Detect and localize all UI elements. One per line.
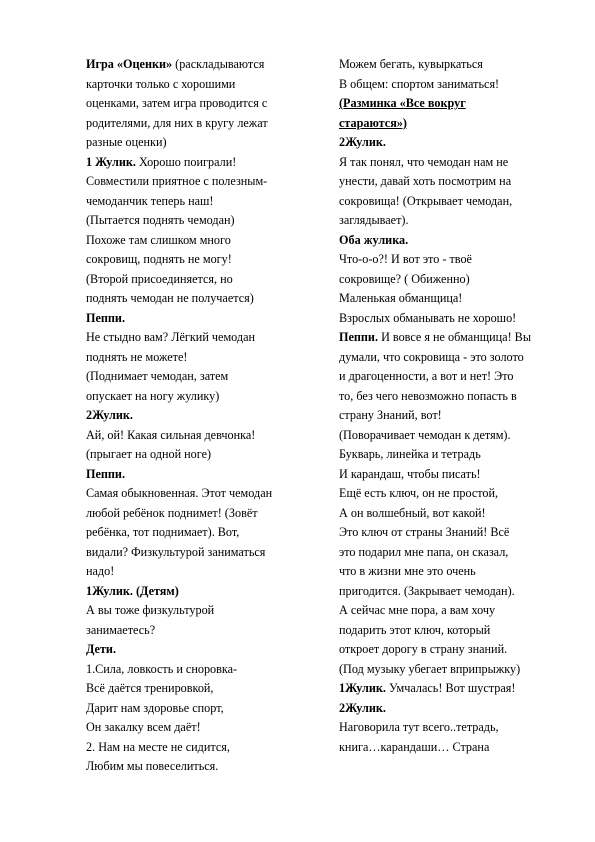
text-run: (Поворачивает чемодан к детям).	[339, 427, 511, 442]
text-run: Он закалку всем даёт!	[86, 720, 201, 734]
text-line	[339, 699, 549, 719]
text-line	[86, 172, 306, 192]
text-run: А вы тоже физкультурой	[86, 603, 215, 617]
text-run: Ай, ой! Какая сильная девчонка!	[86, 427, 256, 442]
text-run: это подарил мне папа, он сказал,	[339, 544, 509, 559]
speaker-label: стараются»)	[339, 115, 407, 130]
text-run: и драгоценности, а вот и нет! Это	[339, 369, 514, 383]
speaker-label: Оба жулика.	[339, 232, 409, 247]
text-run: (Под музыку убегает вприпрыжку)	[339, 661, 521, 676]
text-line	[339, 348, 549, 368]
text-line	[86, 55, 306, 75]
text-line	[86, 328, 306, 348]
text-column-left	[86, 55, 306, 777]
text-run: думали, что сокровища - это золото	[339, 349, 524, 364]
text-run: поднять чемодан не получается)	[86, 291, 254, 305]
text-line	[339, 231, 549, 251]
text-run: Наговорила тут всего..тетрадь,	[339, 720, 499, 734]
text-line	[339, 289, 549, 309]
text-line	[86, 523, 306, 543]
text-line	[339, 679, 549, 699]
text-line	[339, 133, 549, 153]
text-line	[86, 153, 306, 173]
text-line	[339, 523, 549, 543]
text-run: Взрослых обманывать не хорошо!	[339, 310, 517, 325]
text-run: то, без чего невозможно попасть в	[339, 388, 517, 403]
text-line	[86, 699, 306, 719]
text-line	[86, 133, 306, 153]
speaker-label: Пеппи.	[86, 310, 126, 325]
text-line	[339, 75, 549, 95]
text-run: В общем: спортом заниматься!	[339, 76, 500, 91]
text-line	[86, 309, 306, 329]
text-line	[339, 153, 549, 173]
text-line	[339, 426, 549, 446]
text-run: Маленькая обманщица!	[339, 291, 463, 305]
text-line	[339, 367, 549, 387]
text-run: что в жизни мне это очень	[339, 564, 476, 578]
speaker-label: Пеппи.	[339, 330, 379, 344]
text-line	[86, 621, 306, 641]
text-run: Самая обыкновенная. Этот чемодан	[86, 486, 273, 500]
text-line	[86, 562, 306, 582]
text-line	[86, 445, 306, 465]
text-run: Похоже там слишком много	[86, 232, 231, 247]
text-run: поднять не можете!	[86, 349, 188, 364]
text-line	[86, 582, 306, 602]
text-line	[86, 94, 306, 114]
text-run: (Второй присоединяется, но	[86, 271, 233, 286]
text-run: Букварь, линейка и тетрадь	[339, 447, 481, 461]
text-run: сокровища! (Открывает чемодан,	[339, 193, 513, 208]
text-run: Что-о-о?! И вот это - твоё	[339, 252, 472, 266]
text-run: А он волшебный, вот какой!	[339, 505, 486, 520]
text-line	[86, 192, 306, 212]
text-line	[86, 543, 306, 563]
text-run: пригодится. (Закрывает чемодан).	[339, 583, 515, 598]
text-line	[339, 582, 549, 602]
text-run: ребёнка, тот поднимает). Вот,	[86, 525, 240, 539]
text-run: унести, давай хоть посмотрим на	[339, 174, 512, 188]
text-line	[339, 640, 549, 660]
speaker-label: 1Жулик.	[339, 681, 386, 695]
text-line	[86, 504, 306, 524]
text-run: надо!	[86, 564, 115, 578]
text-run: книга…карандаши… Страна	[339, 739, 490, 754]
text-line	[339, 660, 549, 680]
text-column-right	[339, 55, 549, 757]
text-line	[339, 601, 549, 621]
speaker-label: 2Жулик.	[339, 135, 386, 149]
text-run: Всё даётся тренировкой,	[86, 681, 214, 695]
text-line	[339, 270, 549, 290]
text-run: Совместили приятное с полезным-	[86, 174, 268, 188]
text-line	[339, 718, 549, 738]
text-run: чемоданчик теперь наш!	[86, 193, 214, 208]
text-run: карточки только с хорошими	[86, 76, 236, 91]
text-line	[86, 484, 306, 504]
text-run: Ещё есть ключ, он не простой,	[339, 486, 499, 500]
text-line	[339, 562, 549, 582]
text-line	[339, 211, 549, 231]
text-run: 2. Нам на месте не сидится,	[86, 739, 230, 754]
text-run: И карандаш, чтобы писать!	[339, 466, 481, 481]
text-run: И вовсе я не обманщица! Вы	[378, 330, 532, 344]
text-line	[339, 250, 549, 270]
text-line	[339, 192, 549, 212]
text-line	[86, 465, 306, 485]
text-line	[86, 231, 306, 251]
text-line	[86, 211, 306, 231]
text-line	[86, 270, 306, 290]
text-line	[86, 601, 306, 621]
text-line	[339, 465, 549, 485]
text-run: (Пытается поднять чемодан)	[86, 213, 235, 227]
text-line	[339, 55, 549, 75]
text-run: 1.Сила, ловкость и сноровка-	[86, 661, 238, 676]
text-line	[86, 367, 306, 387]
text-line	[86, 387, 306, 407]
text-line	[339, 738, 549, 758]
speaker-label: (Разминка «Все вокруг	[339, 96, 466, 110]
text-run: (прыгает на одной ноге)	[86, 447, 212, 461]
text-run: опускает на ногу жулику)	[86, 388, 220, 403]
text-run: оценками, затем игра проводится с	[86, 96, 268, 110]
text-line	[86, 348, 306, 368]
text-line	[86, 679, 306, 699]
speaker-label: 1Жулик. (Детям)	[86, 583, 179, 598]
text-run: Хорошо поиграли!	[135, 154, 237, 169]
text-run: подарить этот ключ, который	[339, 622, 491, 637]
speaker-label: Пеппи.	[86, 466, 126, 481]
text-line	[339, 445, 549, 465]
text-run: страну Знаний, вот!	[339, 408, 442, 422]
text-run: видали? Физкультурой заниматься	[86, 544, 266, 559]
text-line	[339, 621, 549, 641]
speaker-label: Дети.	[86, 642, 116, 656]
text-line	[339, 484, 549, 504]
text-run: откроет дорогу в страну знаний.	[339, 642, 508, 656]
text-line	[339, 94, 549, 114]
text-line	[86, 75, 306, 95]
text-line	[86, 660, 306, 680]
text-run: А сейчас мне пора, а вам хочу	[339, 603, 496, 617]
text-run: Это ключ от страны Знаний! Всё	[339, 525, 510, 539]
text-run: (раскладываются	[172, 57, 265, 71]
speaker-label: 2Жулик.	[86, 408, 133, 422]
text-line	[86, 250, 306, 270]
text-line	[86, 114, 306, 134]
text-run: Умчалась! Вот шустрая!	[385, 681, 516, 695]
text-line	[339, 172, 549, 192]
text-line	[339, 328, 549, 348]
text-run: занимаетесь?	[86, 622, 156, 637]
text-line	[339, 309, 549, 329]
text-line	[86, 738, 306, 758]
text-run: Не стыдно вам? Лёгкий чемодан	[86, 330, 256, 344]
text-run: Дарит нам здоровье спорт,	[86, 700, 224, 715]
text-run: (Поднимает чемодан, затем	[86, 369, 229, 383]
text-line	[339, 114, 549, 134]
text-line	[86, 640, 306, 660]
text-run: Можем бегать, кувыркаться	[339, 57, 483, 71]
text-line	[339, 504, 549, 524]
text-run: заглядывает).	[339, 213, 409, 227]
text-run: родителями, для них в кругу лежат	[86, 115, 268, 130]
text-line	[86, 757, 306, 777]
speaker-label: 2Жулик.	[339, 700, 386, 715]
text-line	[339, 387, 549, 407]
speaker-label: 1 Жулик.	[86, 154, 136, 169]
text-run: любой ребёнок поднимет! (Зовёт	[86, 505, 258, 520]
text-run: сокровищ, поднять не могу!	[86, 252, 232, 266]
text-run: Я так понял, что чемодан нам не	[339, 154, 509, 169]
text-line	[86, 718, 306, 738]
text-line	[86, 426, 306, 446]
text-run: Любим мы повеселиться.	[86, 759, 219, 773]
text-line	[86, 406, 306, 426]
text-run: разные оценки)	[86, 135, 167, 149]
text-line	[339, 543, 549, 563]
text-line	[339, 406, 549, 426]
speaker-label: Игра «Оценки»	[86, 57, 173, 71]
text-run: сокровище? ( Обиженно)	[339, 271, 470, 286]
text-line	[86, 289, 306, 309]
